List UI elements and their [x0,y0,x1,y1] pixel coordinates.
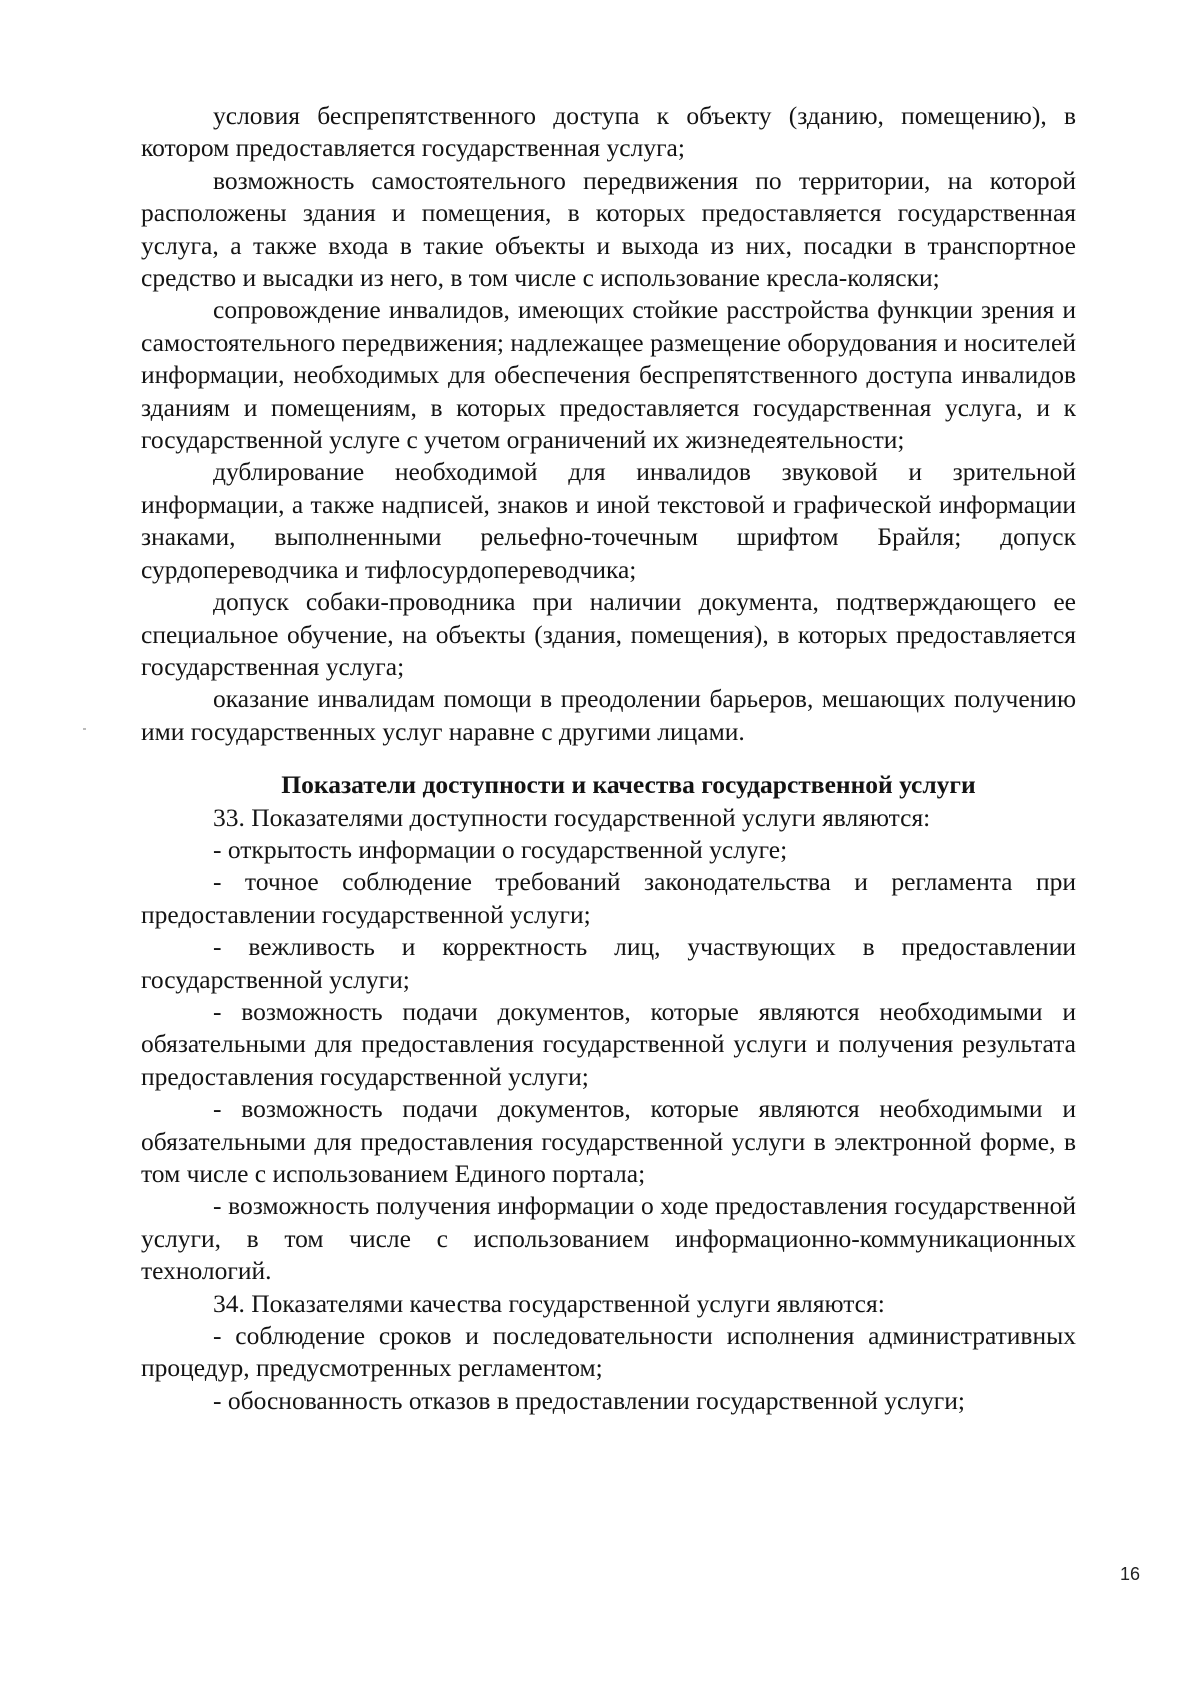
scan-artifact [83,728,86,730]
paragraph: возможность самостоятельного передвижения по территории, на которой расположены здания и помещения, в которых предоставляется государственная услуга, а также входа в такие объекты и выхода из них, посадки в транспортное средство и высадки из него, в том числе с использование кресла-коляски; [141,165,1076,293]
paragraph: сопровождение инвалидов, имеющих стойкие расстройства функции зрения и самостоятельного передвижения; надлежащее размещение оборудования и носителей информации, необходимых для обеспечения беспрепятственного доступа инвалидов зданиям и помещениям, в которых предоставляется государственная услуга, и к государственной услуге с учетом ограничений их жизнедеятельности; [141,295,1076,455]
list-item: - возможность подачи документов, которые являются необходимыми и обязательными для предоставления государственной услуги и получения результата предоставления государственной услуги; [141,996,1076,1091]
list-item: - возможность подачи документов, которые являются необходимыми и обязательными для предоставления государственной услуги в электронной форме, в том числе с использованием Единого портала; [141,1094,1076,1188]
page-number: 16 [1119,1564,1140,1584]
document-body [141,100,1076,1417]
paragraph: оказание инвалидам помощи в преодолении барьеров, мешающих получению ими государственных услуг наравне с другими лицами. [141,684,1076,746]
list-item: - точное соблюдение требований законодательства и регламента при предоставлении государственной услуги; [141,867,1076,929]
list-item: - обоснованность отказов в предоставлении государственной услуги; [213,1385,965,1415]
paragraph: допуск собаки-проводника при наличии документа, подтверждающего ее специальное обучение, на объекты (здания, помещения), в которых предоставляется государственная услуга; [141,587,1076,681]
section-heading: Показатели доступности и качества государственной услуги [281,770,976,800]
paragraph: 34. Показателями качества государственной услуги являются: [213,1288,885,1318]
paragraph: дублирование необходимой для инвалидов звуковой и зрительной информации, а также надписей, знаков и иной текстовой и графической информации знаками, выполненными рельефно-точечным шрифтом Брайля; допуск сурдопереводчика и тифлосурдопереводчика; [141,457,1076,584]
paragraph: условия беспрепятственного доступа к объекту (зданию, помещению), в котором предоставляется государственная услуга; [141,101,1076,163]
paragraph: 33. Показателями доступности государственной услуги являются: [213,802,931,832]
list-item: - открытость информации о государственной услуге; [213,834,788,864]
spacer [141,748,1076,756]
list-item: - вежливость и корректность лиц, участвующих в предоставлении государственной услуги; [141,932,1076,994]
list-item: - соблюдение сроков и последовательности исполнения административных процедур, предусмотренных регламентом; [141,1321,1076,1383]
list-item: - возможность получения информации о ходе предоставления государственной услуги, в том числе с использованием информационно-коммуникационных технологий. [141,1191,1076,1286]
